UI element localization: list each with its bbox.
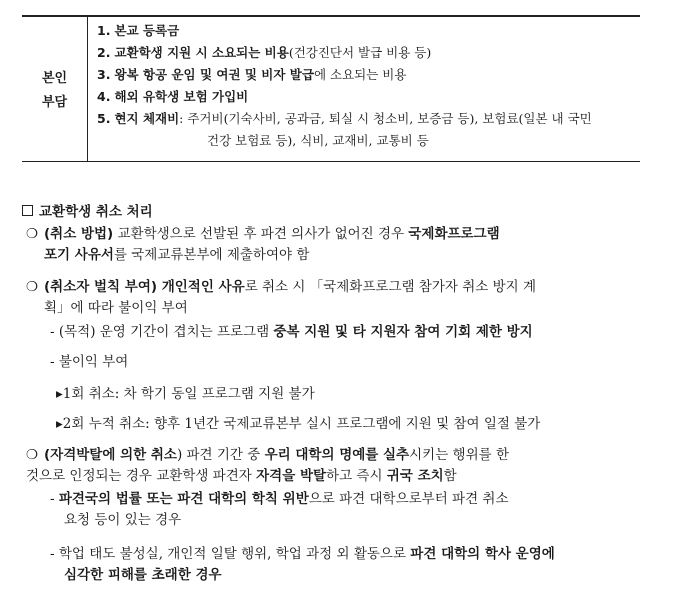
header-line-1: 본인: [41, 71, 68, 86]
circle-bullet-icon: ❍: [26, 447, 39, 463]
cost-item-3: 3. 왕복 항공 운임 및 여권 및 비자 발급에 소요되는 비용: [97, 67, 407, 82]
dash-law-violation: - 파견국의 법률 또는 파견 대학의 학칙 위반으로 파견 대학으로부터 파견 취소 요청 등이 있는 경우: [50, 491, 509, 528]
dash-academic-misconduct: - 학업 태도 불성실, 개인적 일탈 행위, 학업 과정 외 활동으로 파견 대학의 학사 운영에 심각한 피해를 초래한 경우: [50, 546, 555, 583]
cost-item-5-continued: 건강 보험료 등), 식비, 교재비, 교통비 등: [207, 133, 429, 148]
paragraph-penalty: ❍ (취소자 벌칙 부여) 개인적인 사유로 취소 시 「국제화프로그램 참가자 취소 방지 계 획」에 따라 불이익 부여: [26, 279, 537, 316]
circle-bullet-icon: ❍: [26, 226, 39, 242]
checkbox-square-icon: [22, 205, 33, 216]
cost-item-2: 2. 교환학생 지원 시 소요되는 비용(건강진단서 발급 비용 등): [97, 45, 432, 60]
header-line-2: 부담: [41, 95, 68, 110]
cost-item-1: 1. 본교 등록금: [97, 23, 180, 38]
table-divider: [87, 17, 88, 161]
cost-items: [97, 20, 640, 152]
section-title: 교환학생 취소 처리: [22, 200, 153, 220]
penalty-first: ▸1회 취소: 차 학기 동일 프로그램 지원 불가: [56, 386, 315, 402]
paragraph-disqualification: ❍ (자격박탈에 의한 취소) 파견 기간 중 우리 대학의 명예를 실추시키는 행위를 한 것으로 인정되는 경우 교환학생 파견자 자격을 박탈하고 즉시 귀국 조치함: [26, 447, 509, 484]
paragraph-cancel-method: ❍ (취소 방법) 교환학생으로 선발된 후 파견 의사가 없어진 경우 국제화프로그램 포기 사유서를 국제교류본부에 제출하여야 함: [26, 226, 500, 263]
table-header-cell: [22, 67, 87, 115]
circle-bullet-icon: ❍: [26, 279, 39, 295]
cost-item-5: 5. 현지 체재비: 주거비(기숙사비, 공과금, 퇴실 시 청소비, 보증금 등), 보험료(일본 내 국민: [97, 111, 592, 126]
cost-table: [22, 15, 640, 162]
penalty-second: ▸2회 누적 취소: 향후 1년간 국제교류본부 실시 프로그램에 지원 및 참여 일절 불가: [56, 416, 541, 432]
cost-item-4: 4. 해외 유학생 보험 가입비: [97, 89, 249, 104]
dash-purpose: - (목적) 운영 기간이 겹치는 프로그램 중복 지원 및 타 지원자 참여 기회 제한 방지: [50, 324, 533, 340]
dash-penalty: - 불이익 부여: [50, 354, 129, 370]
